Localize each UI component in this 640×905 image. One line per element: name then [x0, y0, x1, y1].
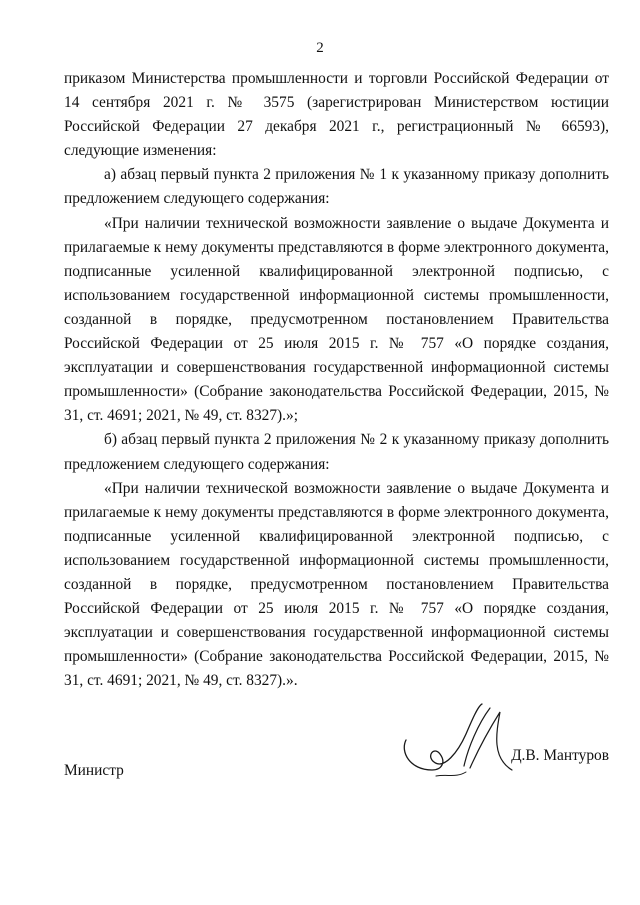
paragraph-intro-continuation: приказом Министерства промышленности и торговли Российской Федерации от 14 сентября 2021 г. № 3575 (зарегистрирован Министерством юстиции Российской Федерации 27 декабря 2021 г., регистрационный № 66593), следующие изменения: — [64, 70, 609, 160]
page-number: 2 — [316, 40, 324, 56]
signer-name: Д.В. Мантуров — [511, 747, 609, 764]
paragraph-quote-b: «При наличии технической возможности заявление о выдаче Документа и прилагаемые к нему документы представляются в форме электронного документа, подписанные усиленной квалифицированной электронной подписью, с использованием государственной информационной системы промышленности, созданной в порядке, предусмотренном постановлением Правительства Российской Федерации от 25 июля 2015 г. № 757 «О порядке создания, эксплуатации и совершенствования государственной информационной системы промышленности» (Собрание законодательства Российской Федерации, 2015, № 31, ст. 4691; 2021, № 49, ст. 8327).». — [64, 479, 609, 690]
signer-position: Министр — [64, 762, 124, 779]
signature-block — [64, 747, 609, 784]
paragraph-amendment-a: а) абзац первый пункта 2 приложения № 1 к указанному приказу дополнить предложением следующего содержания: — [64, 166, 609, 208]
paragraph-quote-a: «При наличии технической возможности заявление о выдаче Документа и прилагаемые к нему документы представляются в форме электронного документа, подписанные усиленной квалифицированной электронной подписью, с использованием государственной информационной системы промышленности, созданной в порядке, предусмотренном постановлением Правительства Российской Федерации от 25 июля 2015 г. № 757 «О порядке создания, эксплуатации и совершенствования государственной информационной системы промышленности» (Собрание законодательства Российской Федерации, 2015, № 31, ст. 4691; 2021, № 49, ст. 8327).»; — [64, 214, 609, 425]
paragraph-amendment-b: б) абзац первый пункта 2 приложения № 2 к указанному приказу дополнить предложением следующего содержания: — [64, 431, 609, 473]
document-body — [64, 67, 609, 693]
